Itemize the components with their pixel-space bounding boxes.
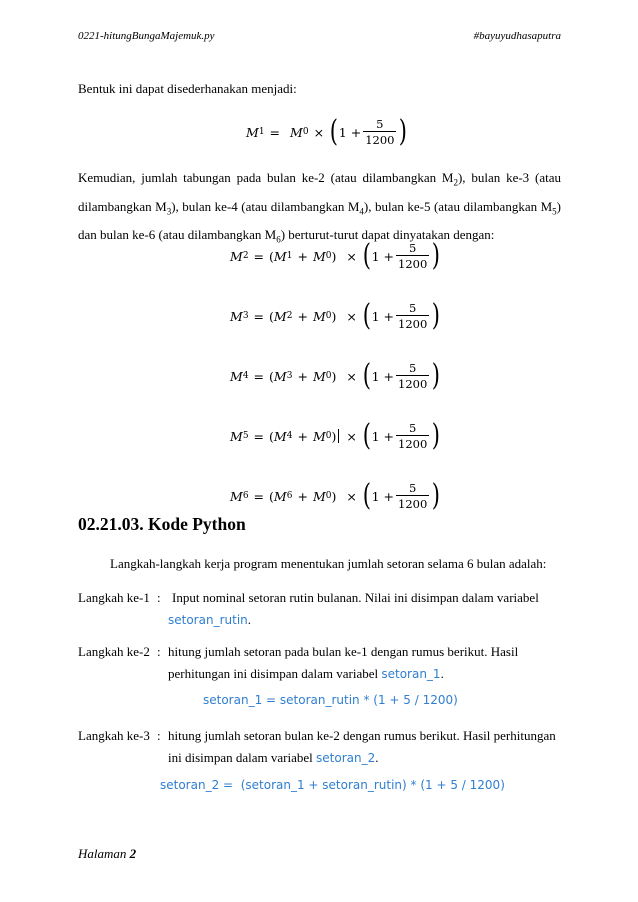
formula-a-sub: 2 [286,311,293,321]
formula-lhs-sub: 6 [242,491,249,501]
formula-m4: M 4 = ( M 3 + M 0 ) × ( 1 + $\frac{5}{1200}$ ) [230,358,441,393]
text-cursor [338,429,339,443]
step-3-colon: : [157,728,161,743]
header-author: #bayuyudhasaputra [473,30,561,42]
formula-a-sub: 1 [286,251,293,261]
formula-b-sub: 0 [325,431,332,441]
formula-m1-rhs-var: M [290,124,303,140]
section-title: 02.21.03. Kode Python [78,514,246,534]
step-2-colon: : [157,644,161,659]
step-1-label: Langkah ke-1 [78,590,150,605]
footer [78,842,136,866]
fraction [363,117,396,147]
formula-m1-lhs-sub: 1 [258,127,265,137]
step-3-formula: setoran_2 = (setoran_1 + setoran_rutin) * (1 + 5 / 1200) [160,778,505,792]
fraction: $\frac{5}{1200}$ [398,361,428,391]
step-2-formula: setoran_1 = setoran_rutin * (1 + 5 / 1200) [203,693,458,707]
formula-m6: M 6 = ( M 6 + M 0 ) × ( 1 + $\frac{5}{1200}$ ) [230,478,441,513]
formula-m2: M 2 = ( M 1 + M 0 ) × ( 1 + $\frac{5}{1200}$ ) [230,238,441,273]
step-2-var: setoran_1 [381,667,441,681]
formula-lhs-sub: 3 [242,311,249,321]
step-1-var: setoran_rutin [168,613,248,627]
footer-label: Halaman [78,846,127,861]
step-1-text: Input nominal setoran rutin bulanan. Nilai ini disimpan dalam variabel [172,590,539,605]
intro-text: Bentuk ini dapat disederhanakan menjadi: [78,81,297,96]
formula-b-sub: 0 [325,251,332,261]
section-intro: Langkah-langkah kerja program menentukan jumlah setoran selama 6 bulan adalah: [110,556,547,571]
formula-b-sub: 0 [325,371,332,381]
fraction: $\frac{5}{1200}$ [398,421,428,451]
fraction-denominator: 1200 [365,133,395,147]
formula-a-sub: 4 [286,431,293,441]
header-filename: 0221-hitungBungaMajemuk.py [78,30,215,42]
fraction-numerator: 5 [376,117,384,131]
step-1-var-line: setoran_rutin. [168,612,252,627]
step-3-text: hitung jumlah setoran bulan ke-2 dengan rumus berikut. Hasil perhitungan [168,728,556,743]
fraction: $\frac{5}{1200}$ [398,301,428,331]
formula-m3: M 3 = ( M 2 + M 0 ) × ( 1 + $\frac{5}{1200}$ ) [230,298,441,333]
footer-page-number: 2 [129,846,137,861]
fraction: $\frac{5}{1200}$ [398,481,428,511]
formula-m1: M 1 = M 0 × ( 1 + $\frac{5}{1200}$ ) [246,114,408,149]
formula-a-sub: 3 [286,371,293,381]
one-plus: 1 + [338,124,362,140]
paragraph-text: Kemudian, jumlah tabungan pada bulan ke-2 (atau dilambangkan $M_2$), bulan ke-3 (atau dilambangkan $M_3$), bulan ke-4 (atau dilambangkan $M_4$), bulan ke-5 (atau dilambangkan $M_5$) dan bulan ke-6 (atau dilambangkan $M_6$) berturut-turut dapat dinyatakan dengan: [78,170,561,245]
step-2-label: Langkah ke-2 [78,644,150,659]
formula-lhs-sub: 4 [242,371,249,381]
step-1-colon: : [157,590,161,605]
formula-lhs-sub: 5 [242,431,249,441]
times-symbol: × [313,124,325,140]
formula-m1-lhs: M [246,124,259,140]
fraction: $\frac{5}{1200}$ [398,241,428,271]
step-2-text: hitung jumlah setoran pada bulan ke-1 dengan rumus berikut. Hasil [168,644,519,659]
formula-m1-rhs-sub: 0 [302,127,309,137]
formula-lhs-sub: 2 [242,251,249,261]
formula-b-sub: 0 [325,491,332,501]
formula-a-sub: 6 [286,491,293,501]
formula-b-sub: 0 [325,311,332,321]
step-3-label: Langkah ke-3 [78,728,150,743]
formula-m5: M 5 = ( M 4 + M 0 ) × ( 1 + $\frac{5}{1200}$ ) [230,418,441,453]
step-3-text2-line: ini disimpan dalam variabel setoran_2. [168,750,379,765]
step-2-text2-line: perhitungan ini disimpan dalam variabel setoran_1. [168,666,444,681]
step-3-var: setoran_2 [316,751,376,765]
